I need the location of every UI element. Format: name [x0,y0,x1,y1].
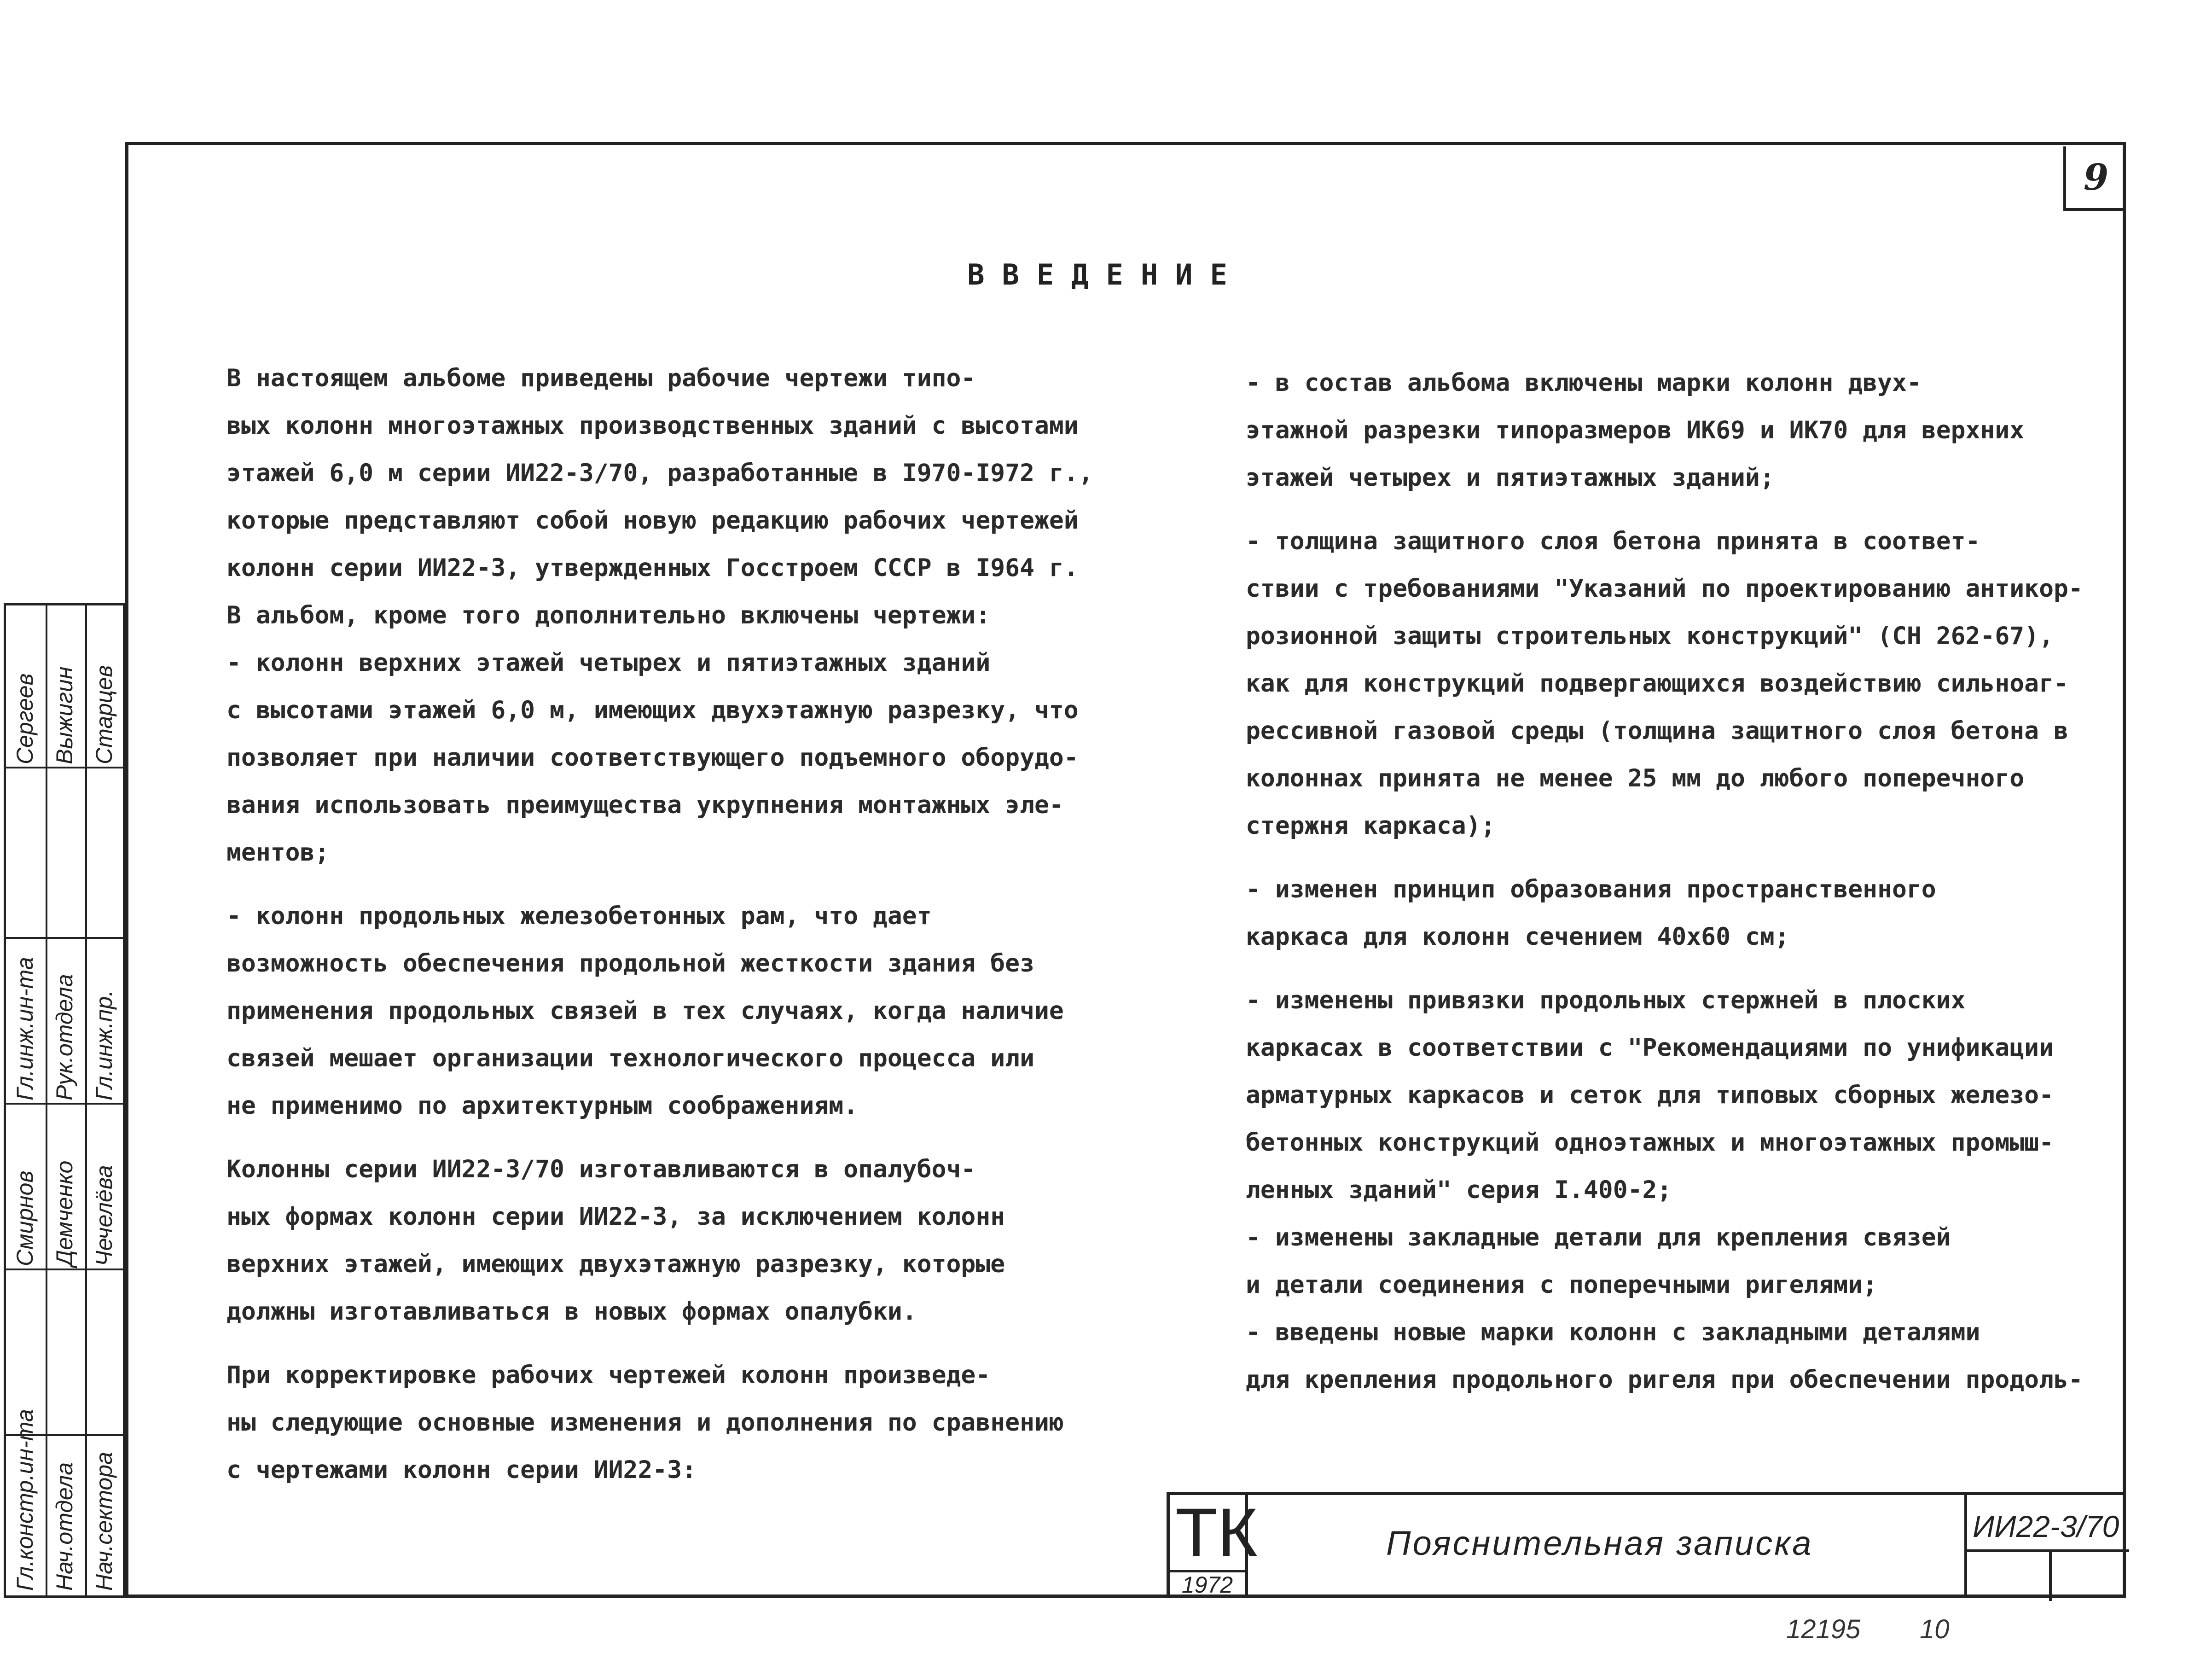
text-line: этажной разрезки типоразмеров ИК69 и ИК70 для верхних [1246,416,2025,444]
stamp-name: Смирнов [12,1170,38,1266]
text-line: этажей четырех и пятиэтажных зданий; [1246,464,1775,492]
text-line: вания использовать преимущества укрупнения монтажных эле- [226,791,1064,819]
stamp-name: Старцев [91,665,117,764]
page-number: 9 [2063,146,2126,211]
text-line: для крепления продольного ригеля при обеспечении продоль- [1246,1366,2083,1394]
text-line: ментов; [226,838,330,867]
text-line: - в состав альбома включены марки колонн двух- [1246,369,1922,397]
text-line: вых колонн многоэтажных производственных зданий с высотами [226,412,1079,440]
text-line: каркасах в соответствии с "Рекомендациями по унификации [1246,1034,2054,1062]
text-line: - введены новые марки колонн с закладными деталями [1246,1318,1980,1346]
text-line: ленных зданий" серия I.400-2; [1246,1176,1672,1204]
stamp-name: Выжигин [52,666,77,764]
text-line: колоннах принята не менее 25 мм до любого поперечного [1246,764,2025,792]
document-name: Пояснительная записка [1386,1524,1813,1562]
stamp-role: Гл.констр.ин-та [12,1409,38,1591]
stamp-role: Гл.инж.ин-та [12,957,38,1100]
stamp-role: Нач.отдела [52,1462,77,1591]
footer-sheet: 10 [1920,1614,1950,1644]
org-letters: ТК [1175,1494,1258,1571]
text-line: рессивной газовой среды (толщина защитного слоя бетона в [1246,717,2068,745]
text-line: - изменены привязки продольных стержней в плоских [1246,986,1966,1014]
text-line: - толщина защитного слоя бетона принята в соответ- [1246,527,1980,555]
text-line: верхних этажей, имеющих двухэтажную разрезку, которые [226,1250,1005,1278]
stamp-role: Рук.отдела [52,974,77,1100]
text-line: При корректировке рабочих чертежей колонн произведе- [226,1361,991,1389]
text-line: ных формах колонн серии ИИ22-3, за исключением колонн [226,1203,1005,1231]
text-line: с чертежами колонн серии ИИ22-3: [226,1456,697,1484]
text-line: - колонн верхних этажей четырех и пятиэтажных зданий [226,649,991,677]
text-line: каркаса для колонн сечением 40х60 см; [1246,923,1789,951]
text-line: ны следующие основные изменения и дополнения по сравнению [226,1408,1064,1437]
right-column [1246,359,2083,1403]
text-line: связей мешает организации технологического процесса или [226,1044,1034,1072]
series-code-box [1964,1495,2129,1598]
text-line: - изменен принцип образования пространственного [1246,875,1936,903]
text-line: не применимо по архитектурным соображениям. [226,1092,859,1120]
series-code: ИИ22-3/70 [1973,1509,2119,1543]
text-line: возможность обеспечения продольной жесткости здания без [226,949,1034,978]
stamp-name: Сергеев [12,673,38,764]
stamp-name: Демченко [52,1160,77,1266]
text-line: позволяет при наличии соответствующего подъемного оборудо- [226,744,1079,772]
text-line: ствии с требованиями "Указаний по проектированию антикор- [1246,575,2083,603]
page-title: ВВЕДЕНИЕ [967,258,1245,291]
text-line: как для конструкций подвергающихся воздействию сильноаг- [1246,669,2068,698]
org-mark [1170,1494,1258,1598]
year-label: 1972 [1170,1570,1245,1598]
text-line: В альбом, кроме того дополнительно включены чертежи: [226,601,991,629]
text-line: - колонн продольных железобетонных рам, что дает [226,902,932,930]
text-line: - изменены закладные детали для крепления связей [1246,1223,1951,1251]
text-line: с высотами этажей 6,0 м, имеющих двухэтажную разрезку, что [226,696,1079,724]
left-column [226,355,1093,1494]
title-block [1167,1492,2126,1598]
footer-number: 12195 [1786,1614,1861,1644]
text-line: применения продольных связей в тех случаях, когда наличие [226,997,1064,1025]
text-line: В настоящем альбоме приведены рабочие чертежи типо- [226,364,976,392]
text-line: розионной защиты строительных конструкций" (СН 262-67), [1246,622,2054,650]
text-line: этажей 6,0 м серии ИИ22-3/70, разработанные в I970-I972 г., [226,459,1093,487]
text-line: должны изготавливаться в новых формах опалубки. [226,1298,917,1326]
text-line: стержня каркаса); [1246,812,1496,840]
text-line: арматурных каркасов и сеток для типовых сборных железо- [1246,1081,2054,1109]
approval-stamp [4,603,125,1598]
stamp-name: Чечелёва [91,1165,117,1266]
stamp-role: Гл.инж.пр. [91,990,117,1100]
stamp-role: Нач.сектора [91,1452,117,1591]
text-line: которые представляют собой новую редакцию рабочих чертежей [226,506,1079,535]
text-line: колонн серии ИИ22-3, утвержденных Госстроем СССР в I964 г. [226,554,1079,582]
text-line: и детали соединения с поперечными ригелями; [1246,1271,1878,1299]
text-line: Колонны серии ИИ22-3/70 изготавливаются в опалубоч- [226,1155,976,1183]
text-line: бетонных конструкций одноэтажных и многоэтажных промыш- [1246,1129,2054,1157]
